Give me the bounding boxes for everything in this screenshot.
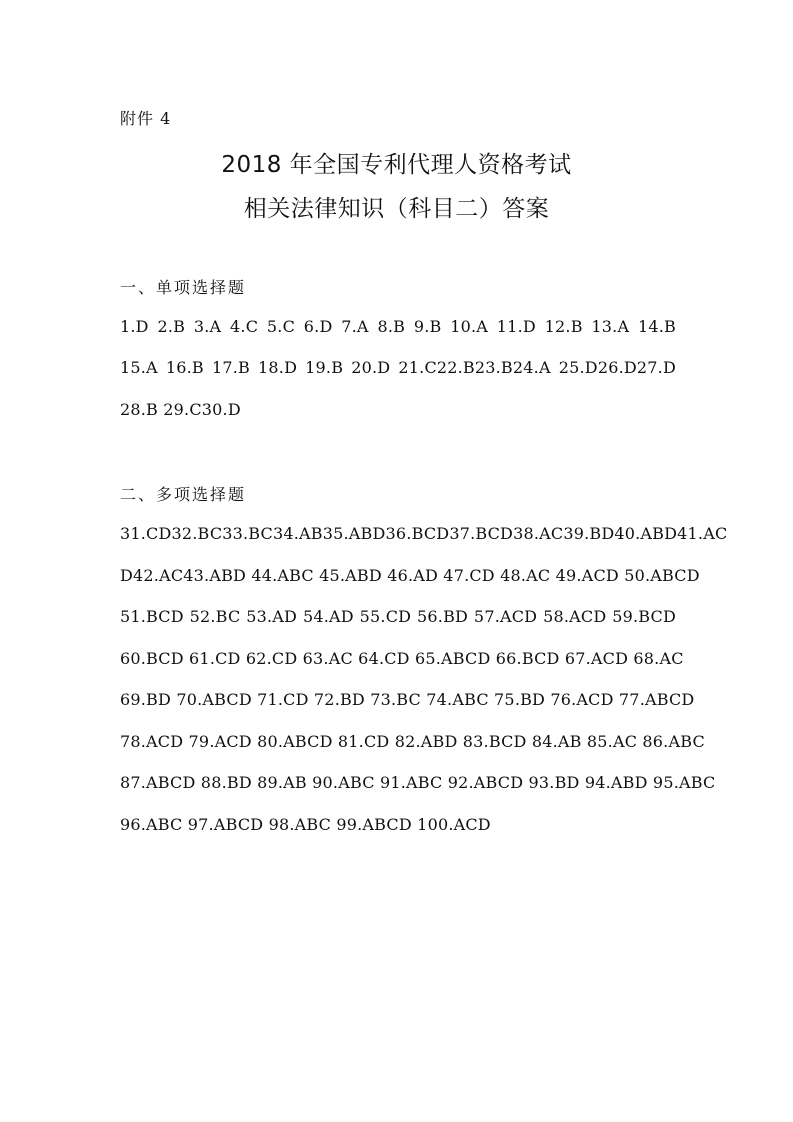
single-choice-answers-line-1: 1.D 2.B 3.A 4.C 5.C 6.D 7.A 8.B 9.B 10.A 11.D 12.B 13.A 14.B (120, 317, 676, 336)
multiple-choice-answers-line-7: 87.ABCD 88.BD 89.AB 90.ABC 91.ABC 92.ABCD 93.BD 94.ABD 95.ABC (120, 773, 716, 792)
multiple-choice-heading: 二、多项选择题 (120, 485, 247, 504)
single-choice-answers-line-3: 28.B 29.C30.D (120, 400, 241, 419)
single-choice-answers-line-2: 15.A 16.B 17.B 18.D 19.B 20.D 21.C22.B23.B24.A 25.D26.D27.D (120, 358, 676, 377)
multiple-choice-answers-line-2: D42.AC43.ABD 44.ABC 45.ABD 46.AD 47.CD 48.AC 49.ACD 50.ABCD (120, 566, 700, 585)
multiple-choice-answers-line-4: 60.BCD 61.CD 62.CD 63.AC 64.CD 65.ABCD 66.BCD 67.ACD 68.AC (120, 649, 684, 668)
multiple-choice-answers-line-3: 51.BCD 52.BC 53.AD 54.AD 55.CD 56.BD 57.ACD 58.ACD 59.BCD (120, 607, 676, 626)
single-choice-heading: 一、单项选择题 (120, 278, 247, 297)
multiple-choice-answers-line-6: 78.ACD 79.ACD 80.ABCD 81.CD 82.ABD 83.BCD 84.AB 85.AC 86.ABC (120, 732, 705, 751)
multiple-choice-answers-line-8: 96.ABC 97.ABCD 98.ABC 99.ABCD 100.ACD (120, 815, 491, 834)
multiple-choice-answers-line-5: 69.BD 70.ABCD 71.CD 72.BD 73.BC 74.ABC 75.BD 76.ACD 77.ABCD (120, 690, 695, 709)
multiple-choice-answers-line-1: 31.CD32.BC33.BC34.AB35.ABD36.BCD37.BCD38.AC39.BD40.ABD41.AC (120, 524, 728, 543)
document-title-line-1: 2018 年全国专利代理人资格考试 (221, 152, 572, 178)
document-title-line-2: 相关法律知识（科目二）答案 (243, 196, 550, 222)
attachment-label: 附件 4 (120, 109, 172, 128)
